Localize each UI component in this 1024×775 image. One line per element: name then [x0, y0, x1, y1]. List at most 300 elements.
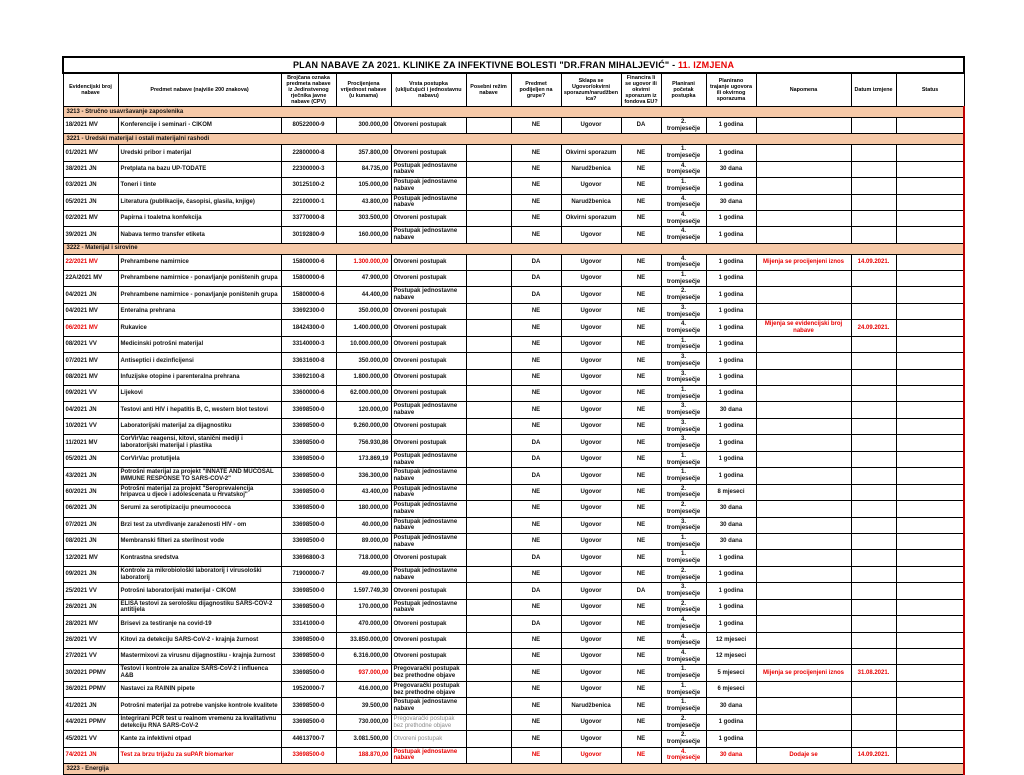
- cell-sklapa-se: Ugovor: [561, 386, 621, 402]
- cell-sklapa-se: Ugovor: [561, 484, 621, 500]
- cell-status: [896, 254, 964, 270]
- cell-predmet-nabave: Kontrole za mikrobiološki laboratorij i virusološki laboratorij: [118, 566, 281, 582]
- cell-cpv-oznaka: 33698500-0: [281, 517, 336, 533]
- table-row: [63, 731, 964, 747]
- column-header-eu-fondovi: Financira li se ugovor ili okvirni sporazum iz fondova EU?: [621, 73, 661, 107]
- cell-vrsta-postupka: Otvoreni postupak: [391, 583, 466, 599]
- cell-planirano-trajanje: 1 godina: [706, 270, 756, 286]
- cell-planirano-trajanje: 30 dana: [706, 501, 756, 517]
- cell-eu-fondovi: NE: [621, 665, 661, 681]
- cell-status: [896, 210, 964, 226]
- cell-posebni-rezim: [466, 665, 511, 681]
- cell-datum-izmjene: [851, 336, 896, 352]
- cell-vrsta-postupka: Postupak jednostavne nabave: [391, 517, 466, 533]
- cell-napomena: [756, 649, 851, 665]
- cell-evidencijski-broj: 27/2021 VV: [63, 649, 118, 665]
- cell-napomena: [756, 210, 851, 226]
- cell-vrsta-postupka: Postupak jednostavne nabave: [391, 402, 466, 418]
- cell-napomena: [756, 451, 851, 467]
- cell-podijeljen-na-grupe: NE: [511, 303, 561, 319]
- cell-vrsta-postupka: Postupak jednostavne nabave: [391, 194, 466, 210]
- cell-planirani-pocetak: 1. tromjesečje: [661, 336, 706, 352]
- cell-procijenjena-vrijednost: 9.260.000,00: [336, 418, 391, 434]
- cell-status: [896, 731, 964, 747]
- cell-eu-fondovi: NE: [621, 599, 661, 615]
- cell-planirano-trajanje: 8 mjeseci: [706, 484, 756, 500]
- cell-planirano-trajanje: 1 godina: [706, 210, 756, 226]
- table-row: [63, 270, 964, 286]
- cell-posebni-rezim: [466, 270, 511, 286]
- cell-planirani-pocetak: 4. tromjesečje: [661, 649, 706, 665]
- cell-vrsta-postupka: Otvoreni postupak: [391, 386, 466, 402]
- cell-podijeljen-na-grupe: NE: [511, 161, 561, 177]
- cell-podijeljen-na-grupe: NE: [511, 599, 561, 615]
- cell-datum-izmjene: [851, 583, 896, 599]
- cell-planirano-trajanje: 12 mjeseci: [706, 632, 756, 648]
- cell-podijeljen-na-grupe: NE: [511, 320, 561, 336]
- cell-posebni-rezim: [466, 566, 511, 582]
- cell-vrsta-postupka: Postupak jednostavne nabave: [391, 484, 466, 500]
- cell-planirano-trajanje: 30 dana: [706, 194, 756, 210]
- cell-eu-fondovi: NE: [621, 714, 661, 730]
- cell-datum-izmjene: [851, 161, 896, 177]
- cell-evidencijski-broj: 03/2021 JN: [63, 178, 118, 194]
- cell-posebni-rezim: [466, 632, 511, 648]
- cell-cpv-oznaka: 22800000-8: [281, 145, 336, 161]
- column-header-sklapa-se: Sklapa se Ugovor/okvirni sporazum/narudžbenica?: [561, 73, 621, 107]
- cell-eu-fondovi: NE: [621, 303, 661, 319]
- cell-eu-fondovi: NE: [621, 517, 661, 533]
- cell-procijenjena-vrijednost: 1.400.000,00: [336, 320, 391, 336]
- column-header-cpv-oznaka: Brojčana oznaka predmeta nabave iz Jedinstvenog rječnika javne nabave (CPV): [281, 73, 336, 107]
- cell-planirani-pocetak: 2. tromjesečje: [661, 566, 706, 582]
- cell-planirani-pocetak: 4. tromjesečje: [661, 227, 706, 243]
- cell-planirano-trajanje: 12 mjeseci: [706, 649, 756, 665]
- table-row: [63, 451, 964, 467]
- cell-sklapa-se: Ugovor: [561, 681, 621, 697]
- cell-planirani-pocetak: 1. tromjesečje: [661, 145, 706, 161]
- cell-evidencijski-broj: 11/2021 MV: [63, 435, 118, 451]
- cell-cpv-oznaka: 71900000-7: [281, 566, 336, 582]
- table-row: [63, 402, 964, 418]
- cell-planirani-pocetak: 1. tromjesečje: [661, 386, 706, 402]
- cell-datum-izmjene: [851, 451, 896, 467]
- column-header-podijeljen-na-grupe: Predmet podijeljen na grupe?: [511, 73, 561, 107]
- cell-eu-fondovi: NE: [621, 649, 661, 665]
- cell-vrsta-postupka: Otvoreni postupak: [391, 254, 466, 270]
- cell-vrsta-postupka: Otvoreni postupak: [391, 616, 466, 632]
- cell-evidencijski-broj: 09/2021 VV: [63, 386, 118, 402]
- cell-status: [896, 698, 964, 714]
- cell-status: [896, 517, 964, 533]
- cell-status: [896, 227, 964, 243]
- cell-datum-izmjene: [851, 501, 896, 517]
- cell-napomena: [756, 418, 851, 434]
- table-row: [63, 254, 964, 270]
- cell-procijenjena-vrijednost: 350.000,00: [336, 353, 391, 369]
- section-row: [63, 764, 964, 775]
- cell-napomena: [756, 161, 851, 177]
- cell-procijenjena-vrijednost: 470.000,00: [336, 616, 391, 632]
- cell-podijeljen-na-grupe: NE: [511, 484, 561, 500]
- cell-cpv-oznaka: 33698500-0: [281, 665, 336, 681]
- cell-vrsta-postupka: Postupak jednostavne nabave: [391, 501, 466, 517]
- cell-napomena: Mijenja se evidencijski broj nabave: [756, 320, 851, 336]
- cell-predmet-nabave: CorVirVac reagensi, kitovi, stanični mediji i laboratorijski materijal i plastika: [118, 435, 281, 451]
- cell-datum-izmjene: [851, 369, 896, 385]
- cell-planirani-pocetak: 4. tromjesečje: [661, 194, 706, 210]
- cell-eu-fondovi: NE: [621, 178, 661, 194]
- cell-cpv-oznaka: 33698500-0: [281, 468, 336, 484]
- cell-eu-fondovi: NE: [621, 287, 661, 303]
- cell-cpv-oznaka: 33600000-6: [281, 386, 336, 402]
- cell-datum-izmjene: [851, 550, 896, 566]
- cell-planirano-trajanje: 30 dana: [706, 698, 756, 714]
- cell-cpv-oznaka: 19520000-7: [281, 681, 336, 697]
- cell-status: [896, 336, 964, 352]
- cell-cpv-oznaka: 33698500-0: [281, 583, 336, 599]
- cell-status: [896, 747, 964, 763]
- cell-procijenjena-vrijednost: 160.000,00: [336, 227, 391, 243]
- cell-posebni-rezim: [466, 194, 511, 210]
- cell-datum-izmjene: [851, 616, 896, 632]
- cell-planirani-pocetak: 3. tromjesečje: [661, 435, 706, 451]
- cell-posebni-rezim: [466, 210, 511, 226]
- cell-status: [896, 320, 964, 336]
- cell-procijenjena-vrijednost: 336.300,00: [336, 468, 391, 484]
- cell-napomena: [756, 303, 851, 319]
- cell-status: [896, 145, 964, 161]
- cell-posebni-rezim: [466, 681, 511, 697]
- cell-napomena: [756, 550, 851, 566]
- cell-planirano-trajanje: 1 godina: [706, 254, 756, 270]
- cell-planirani-pocetak: 3. tromjesečje: [661, 402, 706, 418]
- cell-predmet-nabave: Antiseptici i dezinficijensi: [118, 353, 281, 369]
- table-row: [63, 714, 964, 730]
- cell-sklapa-se: Ugovor: [561, 501, 621, 517]
- cell-napomena: [756, 731, 851, 747]
- cell-vrsta-postupka: Postupak jednostavne nabave: [391, 161, 466, 177]
- cell-podijeljen-na-grupe: NE: [511, 418, 561, 434]
- cell-posebni-rezim: [466, 649, 511, 665]
- cell-evidencijski-broj: 04/2021 JN: [63, 402, 118, 418]
- cell-podijeljen-na-grupe: NE: [511, 386, 561, 402]
- cell-posebni-rezim: [466, 747, 511, 763]
- cell-planirani-pocetak: 2. tromjesečje: [661, 484, 706, 500]
- column-header-datum-izmjene: Datum izmjene: [851, 73, 896, 107]
- cell-cpv-oznaka: 33698500-0: [281, 649, 336, 665]
- cell-posebni-rezim: [466, 714, 511, 730]
- cell-posebni-rezim: [466, 550, 511, 566]
- cell-planirano-trajanje: 1 godina: [706, 731, 756, 747]
- cell-evidencijski-broj: 26/2021 JN: [63, 599, 118, 615]
- cell-predmet-nabave: CorVirVac protutijela: [118, 451, 281, 467]
- cell-planirani-pocetak: 4. tromjesečje: [661, 254, 706, 270]
- cell-napomena: Mijenja se procijenjeni iznos: [756, 254, 851, 270]
- cell-procijenjena-vrijednost: 357.800,00: [336, 145, 391, 161]
- cell-eu-fondovi: NE: [621, 632, 661, 648]
- cell-sklapa-se: Ugovor: [561, 369, 621, 385]
- column-header-status: Status: [896, 73, 964, 107]
- table-row: [63, 599, 964, 615]
- cell-podijeljen-na-grupe: DA: [511, 616, 561, 632]
- cell-status: [896, 468, 964, 484]
- cell-napomena: [756, 566, 851, 582]
- cell-podijeljen-na-grupe: DA: [511, 287, 561, 303]
- cell-podijeljen-na-grupe: NE: [511, 714, 561, 730]
- table-row: [63, 501, 964, 517]
- cell-eu-fondovi: NE: [621, 145, 661, 161]
- cell-predmet-nabave: Testovi anti HIV i hepatitis B, C, western blot testovi: [118, 402, 281, 418]
- cell-napomena: [756, 270, 851, 286]
- cell-sklapa-se: Ugovor: [561, 336, 621, 352]
- cell-datum-izmjene: [851, 287, 896, 303]
- cell-podijeljen-na-grupe: NE: [511, 210, 561, 226]
- cell-planirani-pocetak: 1. tromjesečje: [661, 468, 706, 484]
- cell-datum-izmjene: [851, 178, 896, 194]
- table-row: [63, 194, 964, 210]
- cell-eu-fondovi: NE: [621, 698, 661, 714]
- cell-podijeljen-na-grupe: DA: [511, 451, 561, 467]
- cell-planirano-trajanje: 1 godina: [706, 287, 756, 303]
- cell-procijenjena-vrijednost: 173.869,19: [336, 451, 391, 467]
- cell-predmet-nabave: Kontrastna sredstva: [118, 550, 281, 566]
- cell-cpv-oznaka: 33698500-0: [281, 714, 336, 730]
- section-row: [63, 243, 964, 254]
- cell-vrsta-postupka: Otvoreni postupak: [391, 145, 466, 161]
- cell-procijenjena-vrijednost: 350.000,00: [336, 303, 391, 319]
- cell-vrsta-postupka: Postupak jednostavne nabave: [391, 227, 466, 243]
- table-row: [63, 632, 964, 648]
- section-row: [63, 134, 964, 145]
- column-header-predmet-nabave: Predmet nabave (najviše 200 znakova): [118, 73, 281, 107]
- cell-predmet-nabave: Medicinski potrošni materijal: [118, 336, 281, 352]
- column-header-napomena: Napomena: [756, 73, 851, 107]
- cell-planirano-trajanje: 1 godina: [706, 451, 756, 467]
- cell-cpv-oznaka: 33698500-0: [281, 698, 336, 714]
- cell-evidencijski-broj: 04/2021 JN: [63, 287, 118, 303]
- cell-eu-fondovi: NE: [621, 369, 661, 385]
- cell-predmet-nabave: Prehrambene namirnice - ponavljanje poništenih grupa: [118, 270, 281, 286]
- cell-planirani-pocetak: 1. tromjesečje: [661, 550, 706, 566]
- cell-planirano-trajanje: 1 godina: [706, 583, 756, 599]
- cell-posebni-rezim: [466, 287, 511, 303]
- cell-planirani-pocetak: 4. tromjesečje: [661, 632, 706, 648]
- cell-evidencijski-broj: 43/2021 JN: [63, 468, 118, 484]
- cell-napomena: [756, 517, 851, 533]
- cell-procijenjena-vrijednost: 188.870,00: [336, 747, 391, 763]
- cell-vrsta-postupka: Otvoreni postupak: [391, 632, 466, 648]
- cell-predmet-nabave: Integrirani PCR test u realnom vremenu za kvalitativnu detekciju RNA SARS-CoV-2: [118, 714, 281, 730]
- cell-posebni-rezim: [466, 435, 511, 451]
- cell-vrsta-postupka: Otvoreni postupak: [391, 210, 466, 226]
- table-row: [63, 178, 964, 194]
- cell-sklapa-se: Ugovor: [561, 270, 621, 286]
- cell-podijeljen-na-grupe: NE: [511, 194, 561, 210]
- table-row: [63, 649, 964, 665]
- cell-datum-izmjene: [851, 533, 896, 549]
- cell-cpv-oznaka: 18424300-0: [281, 320, 336, 336]
- cell-planirani-pocetak: 1. tromjesečje: [661, 665, 706, 681]
- cell-posebni-rezim: [466, 227, 511, 243]
- cell-planirano-trajanje: 1 godina: [706, 714, 756, 730]
- table-row: [63, 533, 964, 549]
- cell-status: [896, 303, 964, 319]
- cell-predmet-nabave: Toneri i tinte: [118, 178, 281, 194]
- cell-procijenjena-vrijednost: 416.000,00: [336, 681, 391, 697]
- column-header-planirani-pocetak: Planirani početak postupka: [661, 73, 706, 107]
- table-row: [63, 161, 964, 177]
- cell-sklapa-se: Ugovor: [561, 402, 621, 418]
- cell-planirani-pocetak: 2. tromjesečje: [661, 599, 706, 615]
- cell-napomena: [756, 336, 851, 352]
- cell-sklapa-se: Ugovor: [561, 731, 621, 747]
- cell-cpv-oznaka: 80522000-9: [281, 118, 336, 134]
- cell-podijeljen-na-grupe: NE: [511, 731, 561, 747]
- cell-napomena: [756, 386, 851, 402]
- table-row: [63, 484, 964, 500]
- column-header-posebni-rezim: Posebni režim nabave: [466, 73, 511, 107]
- cell-predmet-nabave: Infuzijske otopine i parenteralna prehrana: [118, 369, 281, 385]
- cell-datum-izmjene: [851, 145, 896, 161]
- cell-planirani-pocetak: 2. tromjesečje: [661, 714, 706, 730]
- table-row: [63, 468, 964, 484]
- cell-evidencijski-broj: 07/2021 MV: [63, 353, 118, 369]
- table-row: [63, 369, 964, 385]
- cell-sklapa-se: Narudžbenica: [561, 161, 621, 177]
- cell-cpv-oznaka: 15800000-6: [281, 287, 336, 303]
- cell-napomena: [756, 369, 851, 385]
- cell-datum-izmjene: [851, 517, 896, 533]
- cell-eu-fondovi: DA: [621, 583, 661, 599]
- cell-predmet-nabave: Potrošni materijal za projekt "Seroprevalencija hripavca u djece i adolescenata u Hrvatskoj": [118, 484, 281, 500]
- cell-planirano-trajanje: 1 godina: [706, 599, 756, 615]
- cell-cpv-oznaka: 15800000-6: [281, 254, 336, 270]
- cell-planirano-trajanje: 30 dana: [706, 161, 756, 177]
- cell-predmet-nabave: Laboratorijski materijal za dijagnostiku: [118, 418, 281, 434]
- cell-datum-izmjene: [851, 227, 896, 243]
- cell-eu-fondovi: NE: [621, 418, 661, 434]
- cell-evidencijski-broj: 74/2021 JN: [63, 747, 118, 763]
- cell-datum-izmjene: 14.09.2021.: [851, 747, 896, 763]
- cell-napomena: [756, 468, 851, 484]
- cell-eu-fondovi: NE: [621, 320, 661, 336]
- cell-vrsta-postupka: Otvoreni postupak: [391, 320, 466, 336]
- cell-posebni-rezim: [466, 254, 511, 270]
- cell-planirani-pocetak: 1. tromjesečje: [661, 698, 706, 714]
- cell-evidencijski-broj: 10/2021 VV: [63, 418, 118, 434]
- cell-cpv-oznaka: 33140000-3: [281, 336, 336, 352]
- cell-status: [896, 583, 964, 599]
- cell-sklapa-se: Narudžbenica: [561, 194, 621, 210]
- cell-vrsta-postupka: Otvoreni postupak: [391, 435, 466, 451]
- cell-vrsta-postupka: Postupak jednostavne nabave: [391, 451, 466, 467]
- cell-planirani-pocetak: 4. tromjesečje: [661, 616, 706, 632]
- cell-napomena: [756, 287, 851, 303]
- cell-planirani-pocetak: 1. tromjesečje: [661, 533, 706, 549]
- cell-datum-izmjene: [851, 599, 896, 615]
- table-row: [63, 665, 964, 681]
- cell-sklapa-se: Ugovor: [561, 616, 621, 632]
- cell-datum-izmjene: [851, 386, 896, 402]
- cell-podijeljen-na-grupe: DA: [511, 435, 561, 451]
- cell-posebni-rezim: [466, 161, 511, 177]
- cell-podijeljen-na-grupe: NE: [511, 566, 561, 582]
- cell-sklapa-se: Ugovor: [561, 550, 621, 566]
- cell-procijenjena-vrijednost: 300.000,00: [336, 118, 391, 134]
- cell-cpv-oznaka: 33698500-0: [281, 451, 336, 467]
- cell-procijenjena-vrijednost: 62.000.000,00: [336, 386, 391, 402]
- cell-predmet-nabave: Literatura (publikacije, časopisi, glasila, knjige): [118, 194, 281, 210]
- cell-planirano-trajanje: 1 godina: [706, 468, 756, 484]
- cell-napomena: [756, 681, 851, 697]
- cell-eu-fondovi: DA: [621, 118, 661, 134]
- cell-eu-fondovi: NE: [621, 210, 661, 226]
- cell-planirani-pocetak: 3. tromjesečje: [661, 353, 706, 369]
- cell-napomena: [756, 353, 851, 369]
- cell-planirano-trajanje: 1 godina: [706, 145, 756, 161]
- cell-vrsta-postupka: Postupak jednostavne nabave: [391, 747, 466, 763]
- cell-sklapa-se: Ugovor: [561, 599, 621, 615]
- cell-napomena: [756, 533, 851, 549]
- cell-planirani-pocetak: 3. tromjesečje: [661, 369, 706, 385]
- cell-posebni-rezim: [466, 583, 511, 599]
- cell-planirano-trajanje: 1 godina: [706, 418, 756, 434]
- cell-sklapa-se: Ugovor: [561, 287, 621, 303]
- table-row: [63, 118, 964, 134]
- cell-sklapa-se: Ugovor: [561, 254, 621, 270]
- cell-predmet-nabave: Konferencije i seminari - CIKOM: [118, 118, 281, 134]
- cell-sklapa-se: Ugovor: [561, 649, 621, 665]
- cell-podijeljen-na-grupe: NE: [511, 698, 561, 714]
- cell-planirani-pocetak: 1. tromjesečje: [661, 681, 706, 697]
- cell-status: [896, 616, 964, 632]
- section-label: 3213 - Stručno usavršavanje zaposlenika: [63, 107, 964, 118]
- cell-status: [896, 386, 964, 402]
- cell-procijenjena-vrijednost: 44.400,00: [336, 287, 391, 303]
- cell-posebni-rezim: [466, 303, 511, 319]
- cell-datum-izmjene: [851, 484, 896, 500]
- cell-planirani-pocetak: 3. tromjesečje: [661, 303, 706, 319]
- cell-predmet-nabave: Serumi za serotipizaciju pneumococca: [118, 501, 281, 517]
- cell-eu-fondovi: NE: [621, 484, 661, 500]
- cell-datum-izmjene: [851, 649, 896, 665]
- cell-vrsta-postupka: Postupak jednostavne nabave: [391, 468, 466, 484]
- cell-predmet-nabave: Kitovi za detekciju SARS-CoV-2 - krajnja žurnost: [118, 632, 281, 648]
- cell-sklapa-se: Okvirni sporazum: [561, 145, 621, 161]
- cell-status: [896, 550, 964, 566]
- cell-posebni-rezim: [466, 731, 511, 747]
- section-label: 3223 - Energija: [63, 764, 964, 775]
- cell-sklapa-se: Ugovor: [561, 303, 621, 319]
- cell-podijeljen-na-grupe: NE: [511, 402, 561, 418]
- cell-vrsta-postupka: Postupak jednostavne nabave: [391, 178, 466, 194]
- cell-eu-fondovi: NE: [621, 501, 661, 517]
- cell-cpv-oznaka: 33698500-0: [281, 484, 336, 500]
- cell-procijenjena-vrijednost: 43.400,00: [336, 484, 391, 500]
- cell-posebni-rezim: [466, 501, 511, 517]
- cell-posebni-rezim: [466, 484, 511, 500]
- cell-evidencijski-broj: 41/2021 JN: [63, 698, 118, 714]
- cell-evidencijski-broj: 05/2021 JN: [63, 451, 118, 467]
- cell-evidencijski-broj: 39/2021 JN: [63, 227, 118, 243]
- table-row: [63, 566, 964, 582]
- cell-planirano-trajanje: 1 godina: [706, 118, 756, 134]
- cell-posebni-rezim: [466, 118, 511, 134]
- cell-status: [896, 501, 964, 517]
- cell-cpv-oznaka: 33631600-8: [281, 353, 336, 369]
- cell-sklapa-se: Ugovor: [561, 665, 621, 681]
